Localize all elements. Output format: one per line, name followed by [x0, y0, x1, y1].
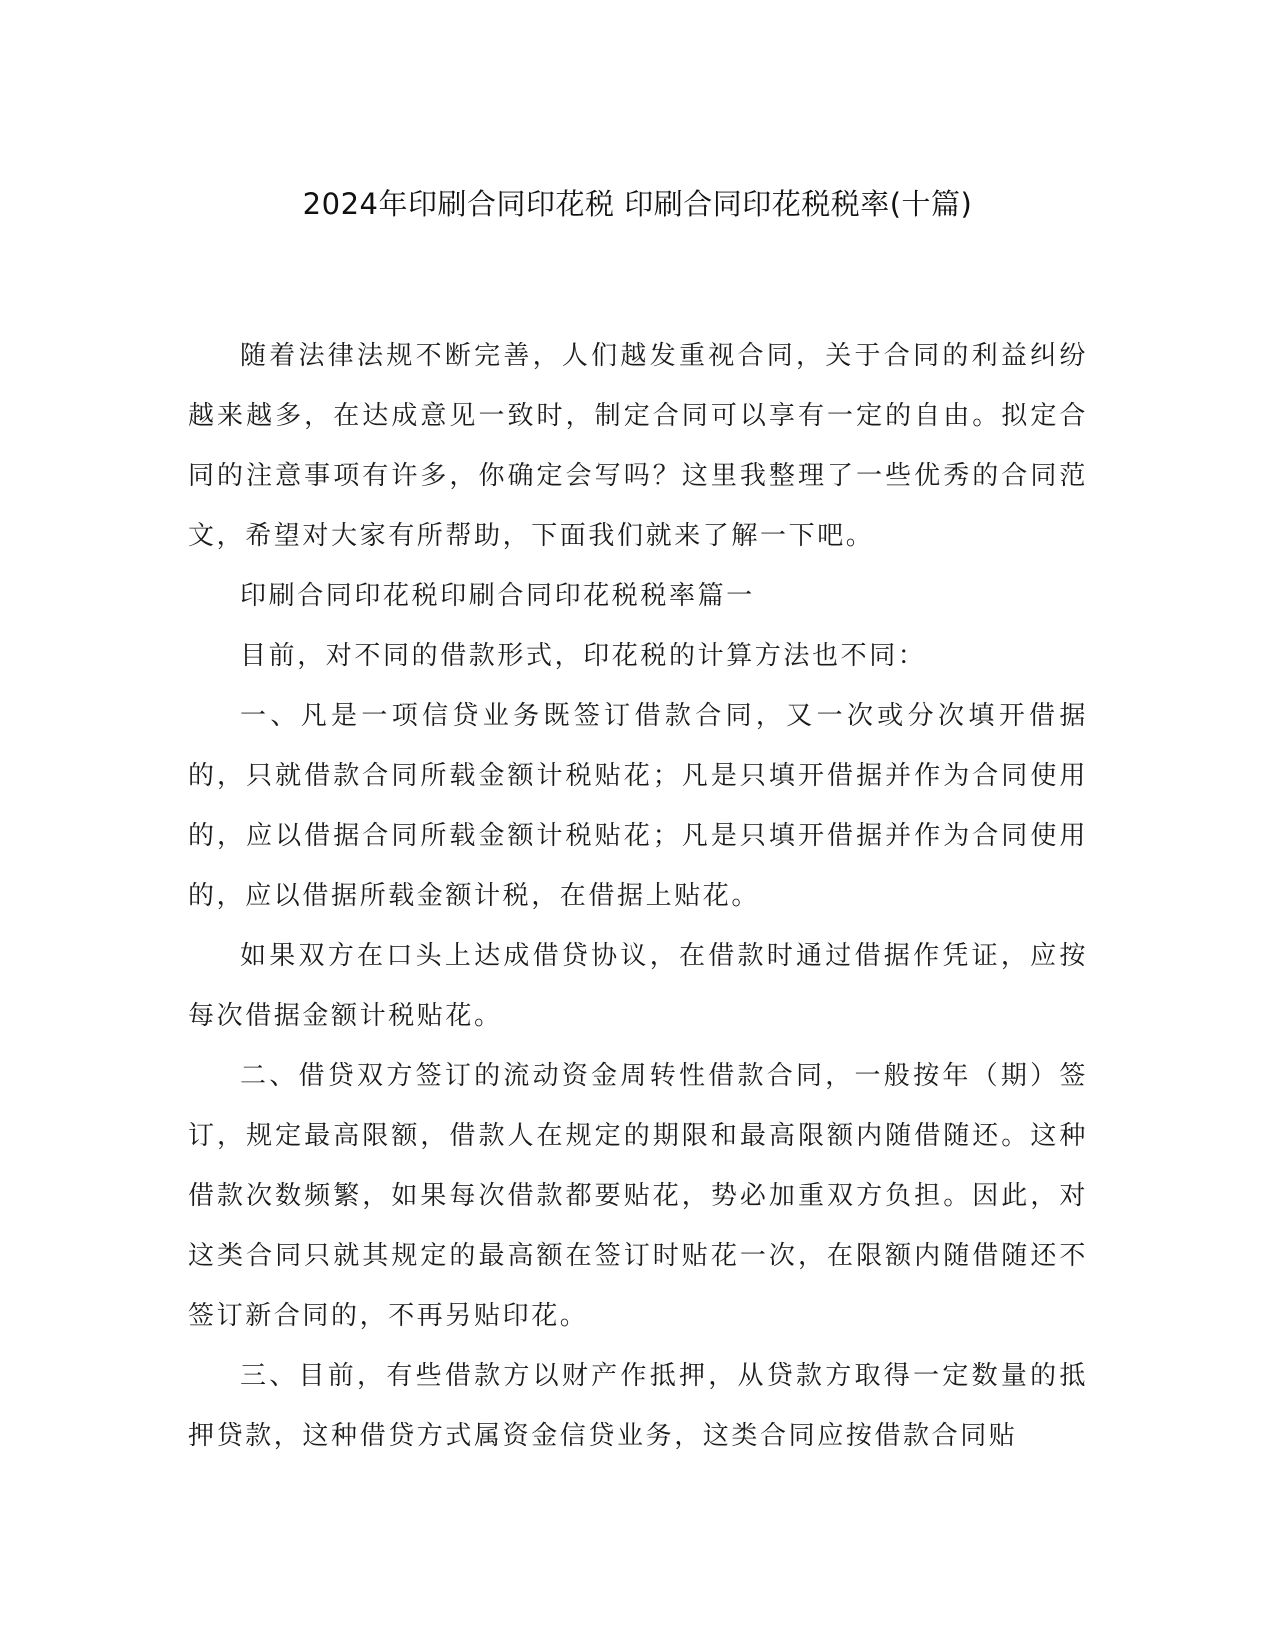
body-paragraph: 如果双方在口头上达成借贷协议，在借款时通过借据作凭证，应按每次借据金额计税贴花。: [188, 941, 1088, 1031]
body-paragraph: 三、目前，有些借款方以财产作抵押，从贷款方取得一定数量的抵押贷款，这种借贷方式属资金信贷业务，这类合同应按借款合同贴: [188, 1361, 1088, 1451]
intro-paragraph: 随着法律法规不断完善，人们越发重视合同，关于合同的利益纠纷越来越多，在达成意见一致时，制定合同可以享有一定的自由。拟定合同的注意事项有许多，你确定会写吗？这里我整理了一些优秀的合同范文，希望对大家有所帮助，下面我们就来了解一下吧。: [188, 341, 1088, 551]
body-paragraph: 目前，对不同的借款形式，印花税的计算方法也不同：: [240, 641, 927, 671]
body-paragraph: 一、凡是一项信贷业务既签订借款合同，又一次或分次填开借据的，只就借款合同所载金额计税贴花；凡是只填开借据并作为合同使用的，应以借据合同所载金额计税贴花；凡是只填开借据并作为合同使用的，应以借据所载金额计税，在借据上贴花。: [188, 701, 1088, 911]
section-heading: 印刷合同印花税印刷合同印花税税率篇一: [240, 581, 755, 611]
document-body: [188, 326, 1088, 1466]
body-paragraph: 二、借贷双方签订的流动资金周转性借款合同，一般按年（期）签订，规定最高限额，借款人在规定的期限和最高限额内随借随还。这种借款次数频繁，如果每次借款都要贴花，势必加重双方负担。因此，对这类合同只就其规定的最高额在签订时贴花一次，在限额内随借随还不签订新合同的，不再另贴印花。: [188, 1061, 1088, 1331]
document-title: 2024年印刷合同印花税 印刷合同印花税税率(十篇): [302, 187, 973, 221]
